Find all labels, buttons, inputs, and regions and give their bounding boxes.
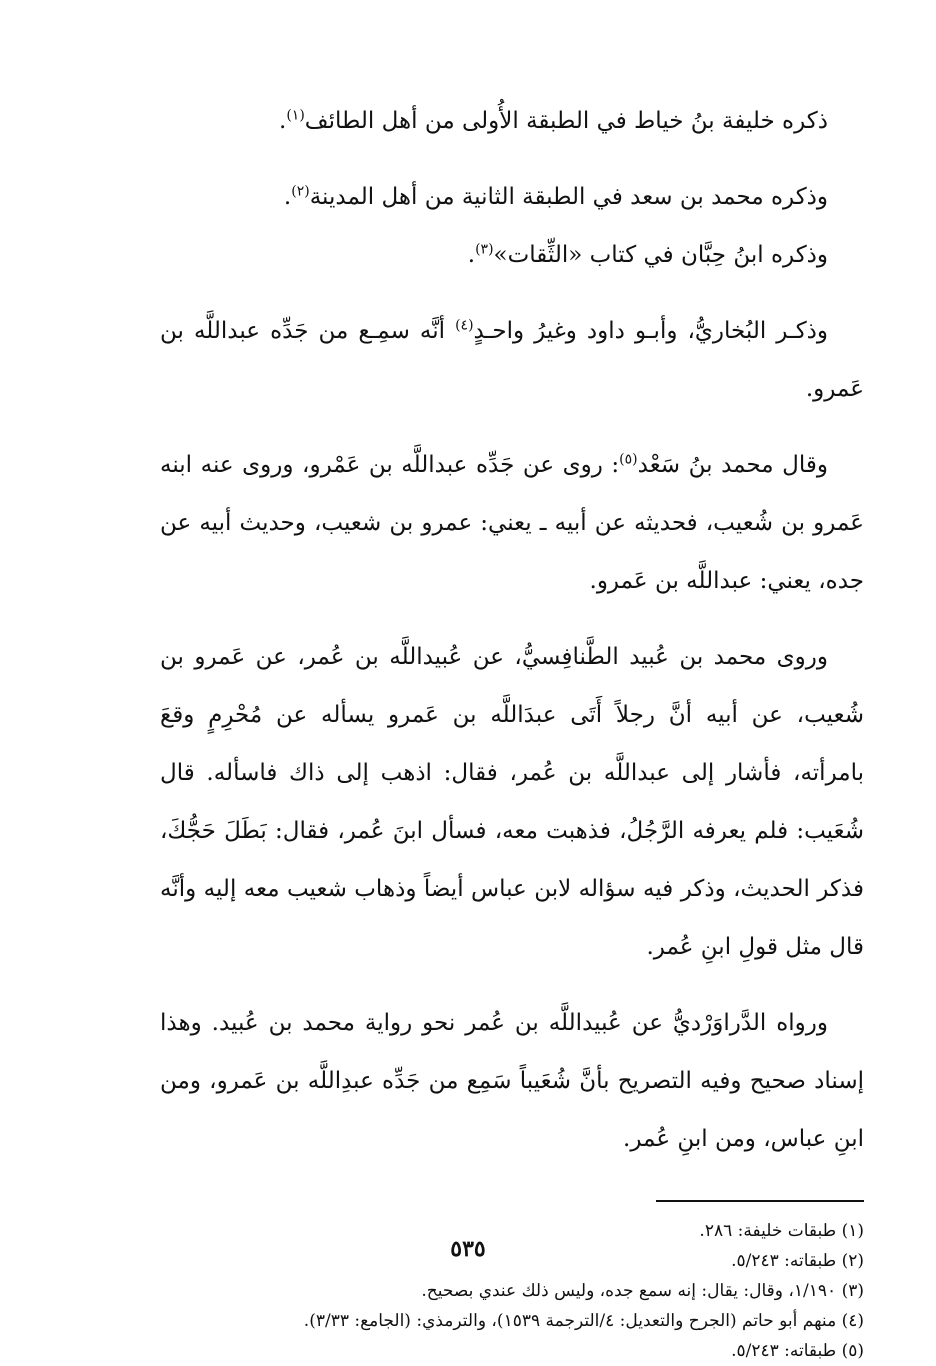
footnote-2: (٢) طبقاته: ٥/٢٤٣. [731, 1251, 864, 1271]
footnote-ref: (٢) [291, 183, 310, 200]
footnote-5: (٥) طبقاته: ٥/٢٤٣. [731, 1341, 864, 1361]
footnote-ref: (١) [286, 107, 305, 124]
paragraph-text: وذكره ابنُ حِبَّان في كتاب «الثِّقات» [493, 242, 828, 268]
footnote-ref: (٤) [455, 317, 474, 334]
paragraph-text: وذكره محمد بن سعد في الطبقة الثانية من أهل المدينة [309, 184, 828, 210]
footnote-ref: (٥) [619, 451, 638, 468]
paragraph-5 [160, 436, 864, 610]
footnote-divider [656, 1200, 864, 1202]
page-number: ٥٣٥ [450, 1236, 486, 1262]
paragraph-text: وروى محمد بن عُبيد الطَّنافِسيُّ، عن عُبيداللَّه بن عُمر، عن عَمرو بن شُعيب، عن أبيه أنَّ رجلاً أَتَى عبدَاللَّه بن عَمرو يسأله عن مُحْرِمٍ وقعَ بامرأته، فأشار إلى عبداللَّه بن عُمر، فقال: اذهب إلى ذاك فاسأله. قال شُعَيب: فلم يعرفه الرَّجُلُ، فذهبت معه، فسأل ابنَ عُمر، فقال: بَطَلَ حَجُّكَ، فذكر الحديث، وذكر فيه سؤاله لابن عباس أيضاً وذهاب شعيب معه إليه وأنَّه قال مثل قولِ ابنِ عُمر. [160, 644, 864, 960]
paragraph-3 [160, 226, 864, 284]
paragraph-text: ذكره خليفة بنُ خياط في الطبقة الأُولى من أهل الطائف [304, 108, 828, 134]
footnote-3: (٣) ١/١٩٠، وقال: يقال: إنه سمع جده، وليس ذلك عندي بصحيح. [421, 1281, 864, 1301]
footnote-1: (١) طبقات خليفة: ٢٨٦. [699, 1221, 864, 1241]
paragraph-text: وذكـر البُخاريُّ، وأبـو داود وغيرُ واحـدٍ [473, 318, 828, 344]
paragraph-tail: . [279, 108, 287, 134]
paragraph-tail: : روى عن جَدِّه عبداللَّه بن عَمْرو، وروى عنه ابنه عَمرو بن شُعيب، فحديثه عن أبيه ـ يعني: عمرو بن شعيب، وحديث أبيه عن جده، يعني: عبداللَّه بن عَمرو. [160, 452, 864, 594]
paragraph-tail: أنَّه سمِـع من جَدِّه عبداللَّه بن عَمرو. [160, 318, 864, 402]
footnote-4: (٤) منهم أبو حاتم (الجرح والتعديل: ٤/الترجمة ١٥٣٩)، والترمذي: (الجامع: ٣/٣٣). [303, 1311, 864, 1331]
paragraph-text: ورواه الدَّراوَرْديُّ عن عُبيداللَّه بن عُمر نحو رواية محمد بن عُبيد. وهذا إسناد صحيح وفيه التصريح بأنَّ شُعَيباً سَمِع من جَدِّه عبدِاللَّه بن عَمرو، ومن ابنِ عباس، ومن ابنِ عُمر. [160, 1010, 864, 1152]
paragraph-4 [160, 302, 864, 418]
footnote-ref: (٣) [475, 241, 494, 258]
paragraph-6 [160, 628, 864, 976]
paragraph-1 [160, 92, 864, 150]
paragraph-text: وقال محمد بنُ سَعْد [637, 452, 828, 478]
paragraph-tail: . [283, 184, 292, 210]
paragraph-2 [160, 168, 864, 226]
paragraph-7 [160, 994, 864, 1168]
paragraph-tail: . [467, 242, 476, 268]
